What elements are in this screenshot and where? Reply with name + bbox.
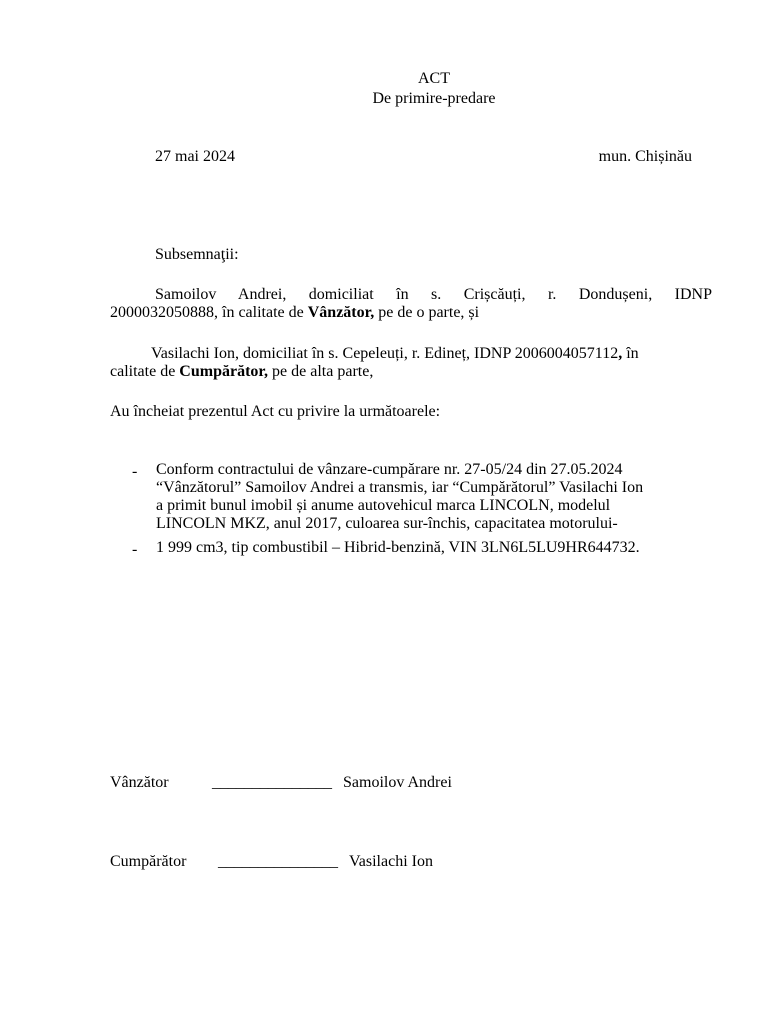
list-item [156, 539, 716, 557]
agreement-intro: Au încheiat prezentul Act cu privire la următoarele: [110, 403, 441, 420]
list-item-line: LINCOLN MKZ, anul 2017, culoarea sur-închis, capacitatea motorului- [156, 515, 618, 532]
seller-line-2-text: 2000032050888, în calitate de [110, 304, 308, 321]
document-place: mun. Chișinău [598, 148, 692, 165]
buyer-line-2 [110, 363, 712, 381]
seller-signature-name: Samoilov Andrei [343, 774, 452, 791]
document-subtitle: De primire-predare [372, 90, 496, 107]
document-title: ACT [418, 70, 450, 87]
buyer-role-label: Cumpărător, [179, 363, 269, 380]
buyer-line-2-end: pe de alta parte, [268, 363, 374, 380]
seller-paragraph [110, 286, 712, 322]
seller-line-1: Samoilov Andrei, domiciliat în s. Crișcăuți, r. Dondușeni, IDNP [155, 286, 712, 303]
list-bullet: - [132, 541, 138, 558]
buyer-comma: , [618, 345, 623, 362]
buyer-signature-line: _______________ [218, 853, 338, 870]
seller-signature-line: _______________ [212, 774, 332, 791]
list-item-line: “Vânzătorul” Samoilov Andrei a transmis, iar “Cumpărătorul” Vasilachi Ion [156, 479, 644, 496]
buyer-line-2-text: calitate de [110, 363, 180, 380]
buyer-paragraph [110, 345, 712, 381]
list-item-line: 1 999 cm3, tip combustibil – Hibrid-benzină, VIN 3LN6L5LU9HR644732. [156, 539, 640, 556]
seller-signature-label: Vânzător [110, 774, 169, 791]
list-item-line: Conform contractului de vânzare-cumpărare nr. 27-05/24 din 27.05.2024 [156, 461, 623, 478]
seller-role-label: Vânzător, [307, 304, 375, 321]
seller-line-2 [110, 304, 712, 322]
buyer-line-1-end: în [622, 345, 639, 362]
buyer-line-1-text: Vasilachi Ion, domiciliat în s. Cepeleuți, r. Edineț, IDNP 2006004057112 [151, 345, 619, 362]
buyer-line-1 [110, 345, 712, 363]
list-bullet: - [132, 463, 138, 480]
buyer-signature-label: Cumpărător [110, 853, 187, 870]
list-item [156, 461, 716, 533]
intro-text: Subsemnaţii: [155, 246, 239, 263]
seller-line-2-end: pe de o parte, și [374, 304, 480, 321]
list-item-line: a primit bunul imobil și anume autovehicul marca LINCOLN, modelul [156, 497, 611, 514]
document-date: 27 mai 2024 [155, 148, 235, 165]
buyer-signature-name: Vasilachi Ion [349, 853, 433, 870]
